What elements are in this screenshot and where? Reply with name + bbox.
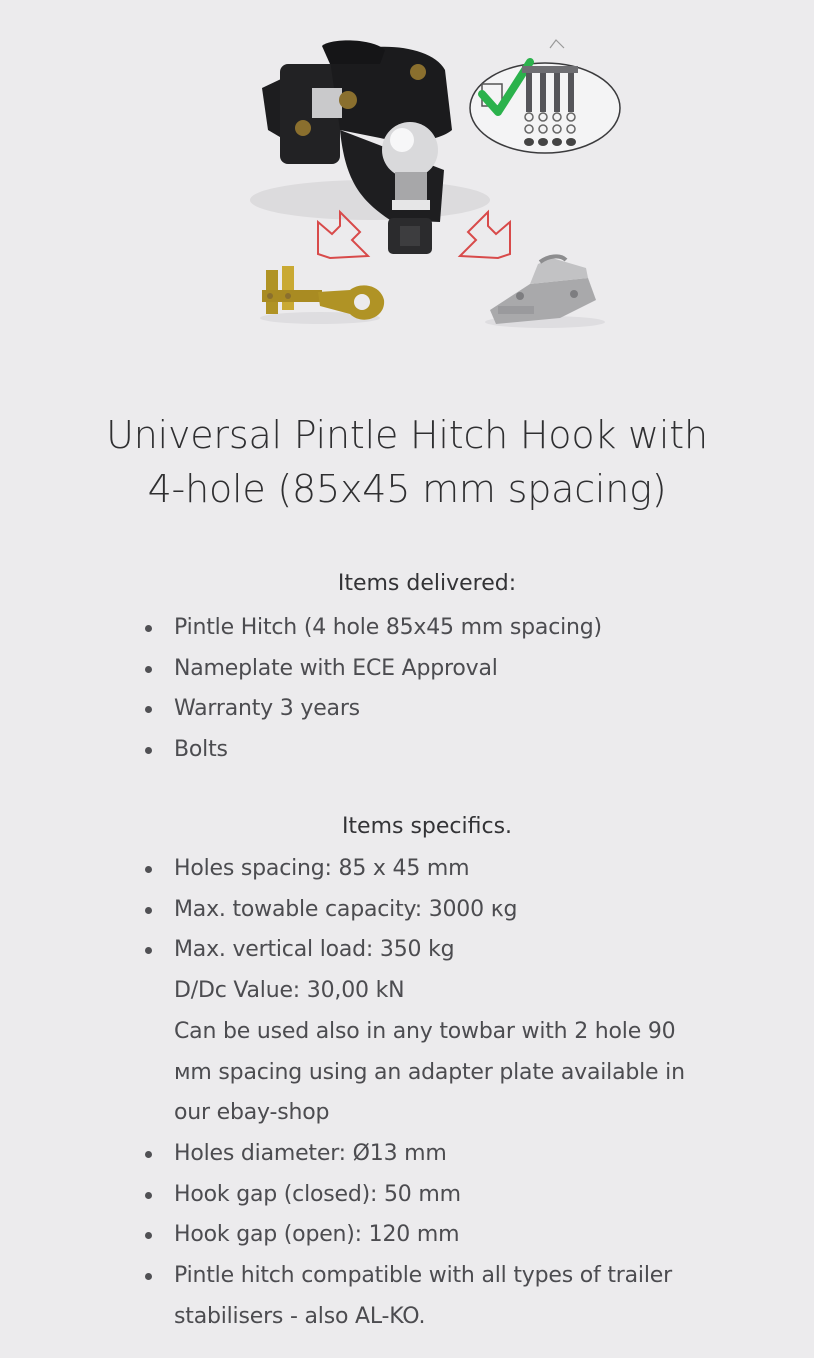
product-image — [0, 0, 814, 360]
product-title — [0, 408, 814, 516]
product-title-line2: 4-hole (85x45 mm spacing) — [147, 467, 667, 511]
items-specifics-heading: Items specifics. — [341, 814, 513, 839]
bullet-icon — [145, 666, 152, 673]
pintle-hitch-icon — [250, 40, 490, 254]
spec-continuation: Can be used also in any towbar with 2 hole 90 — [174, 1018, 676, 1044]
ebay-shop-text: our ebay-shop — [174, 1100, 330, 1126]
items-specifics-list — [140, 849, 760, 1337]
bullet-icon — [145, 866, 152, 873]
list-item: Hook gap (closed): 50 mm — [140, 1175, 760, 1216]
list-item: Max. vertical load: 350 kg D/Dc Value: 30,00 kN Can be used also in any towbar with 2 hole 90 мm spacing using an adapter plate available in our ebay-shop — [140, 930, 760, 1134]
items-delivered-list — [140, 608, 760, 771]
spec-continuation: D/Dc Value: 30,00 kN — [174, 978, 405, 1004]
list-item: Max. towable capacity: 3000 κg — [140, 890, 760, 931]
bullet-icon — [145, 907, 152, 914]
list-item: Holes spacing: 85 x 45 mm — [140, 849, 760, 890]
spec-continuation: мm spacing using an adapter plate available in — [174, 1059, 685, 1085]
ball-coupling-icon — [485, 256, 605, 328]
bullet-icon — [145, 947, 152, 954]
list-item: Bolts — [140, 730, 760, 771]
arrow-down-right-icon — [460, 212, 510, 258]
bullet-icon — [145, 1192, 152, 1199]
bullet-icon — [145, 747, 152, 754]
list-item: Pintle Hitch (4 hole 85x45 mm spacing) — [140, 608, 760, 649]
bullet-icon — [145, 625, 152, 632]
bullet-icon — [145, 1273, 152, 1280]
bullet-icon — [145, 1232, 152, 1239]
list-item: Holes diameter: Ø13 mm — [140, 1134, 760, 1175]
bullet-icon — [145, 1151, 152, 1158]
drawbar-eye-icon — [260, 266, 384, 324]
product-title-line1: Universal Pintle Hitch Hook with — [106, 413, 708, 457]
list-item: Warranty 3 years — [140, 689, 760, 730]
list-item: Hook gap (open): 120 mm — [140, 1215, 760, 1256]
items-delivered-heading: Items delivered: — [337, 571, 517, 596]
list-item: Pintle hitch compatible with all types of trailer stabilisers - also AL-KO. — [140, 1256, 760, 1337]
spec-continuation: stabilisers - also AL-KO. — [174, 1303, 426, 1329]
bolts-kit-icon — [470, 40, 620, 153]
bullet-icon — [145, 706, 152, 713]
list-item: Nameplate with ECE Approval — [140, 649, 760, 690]
